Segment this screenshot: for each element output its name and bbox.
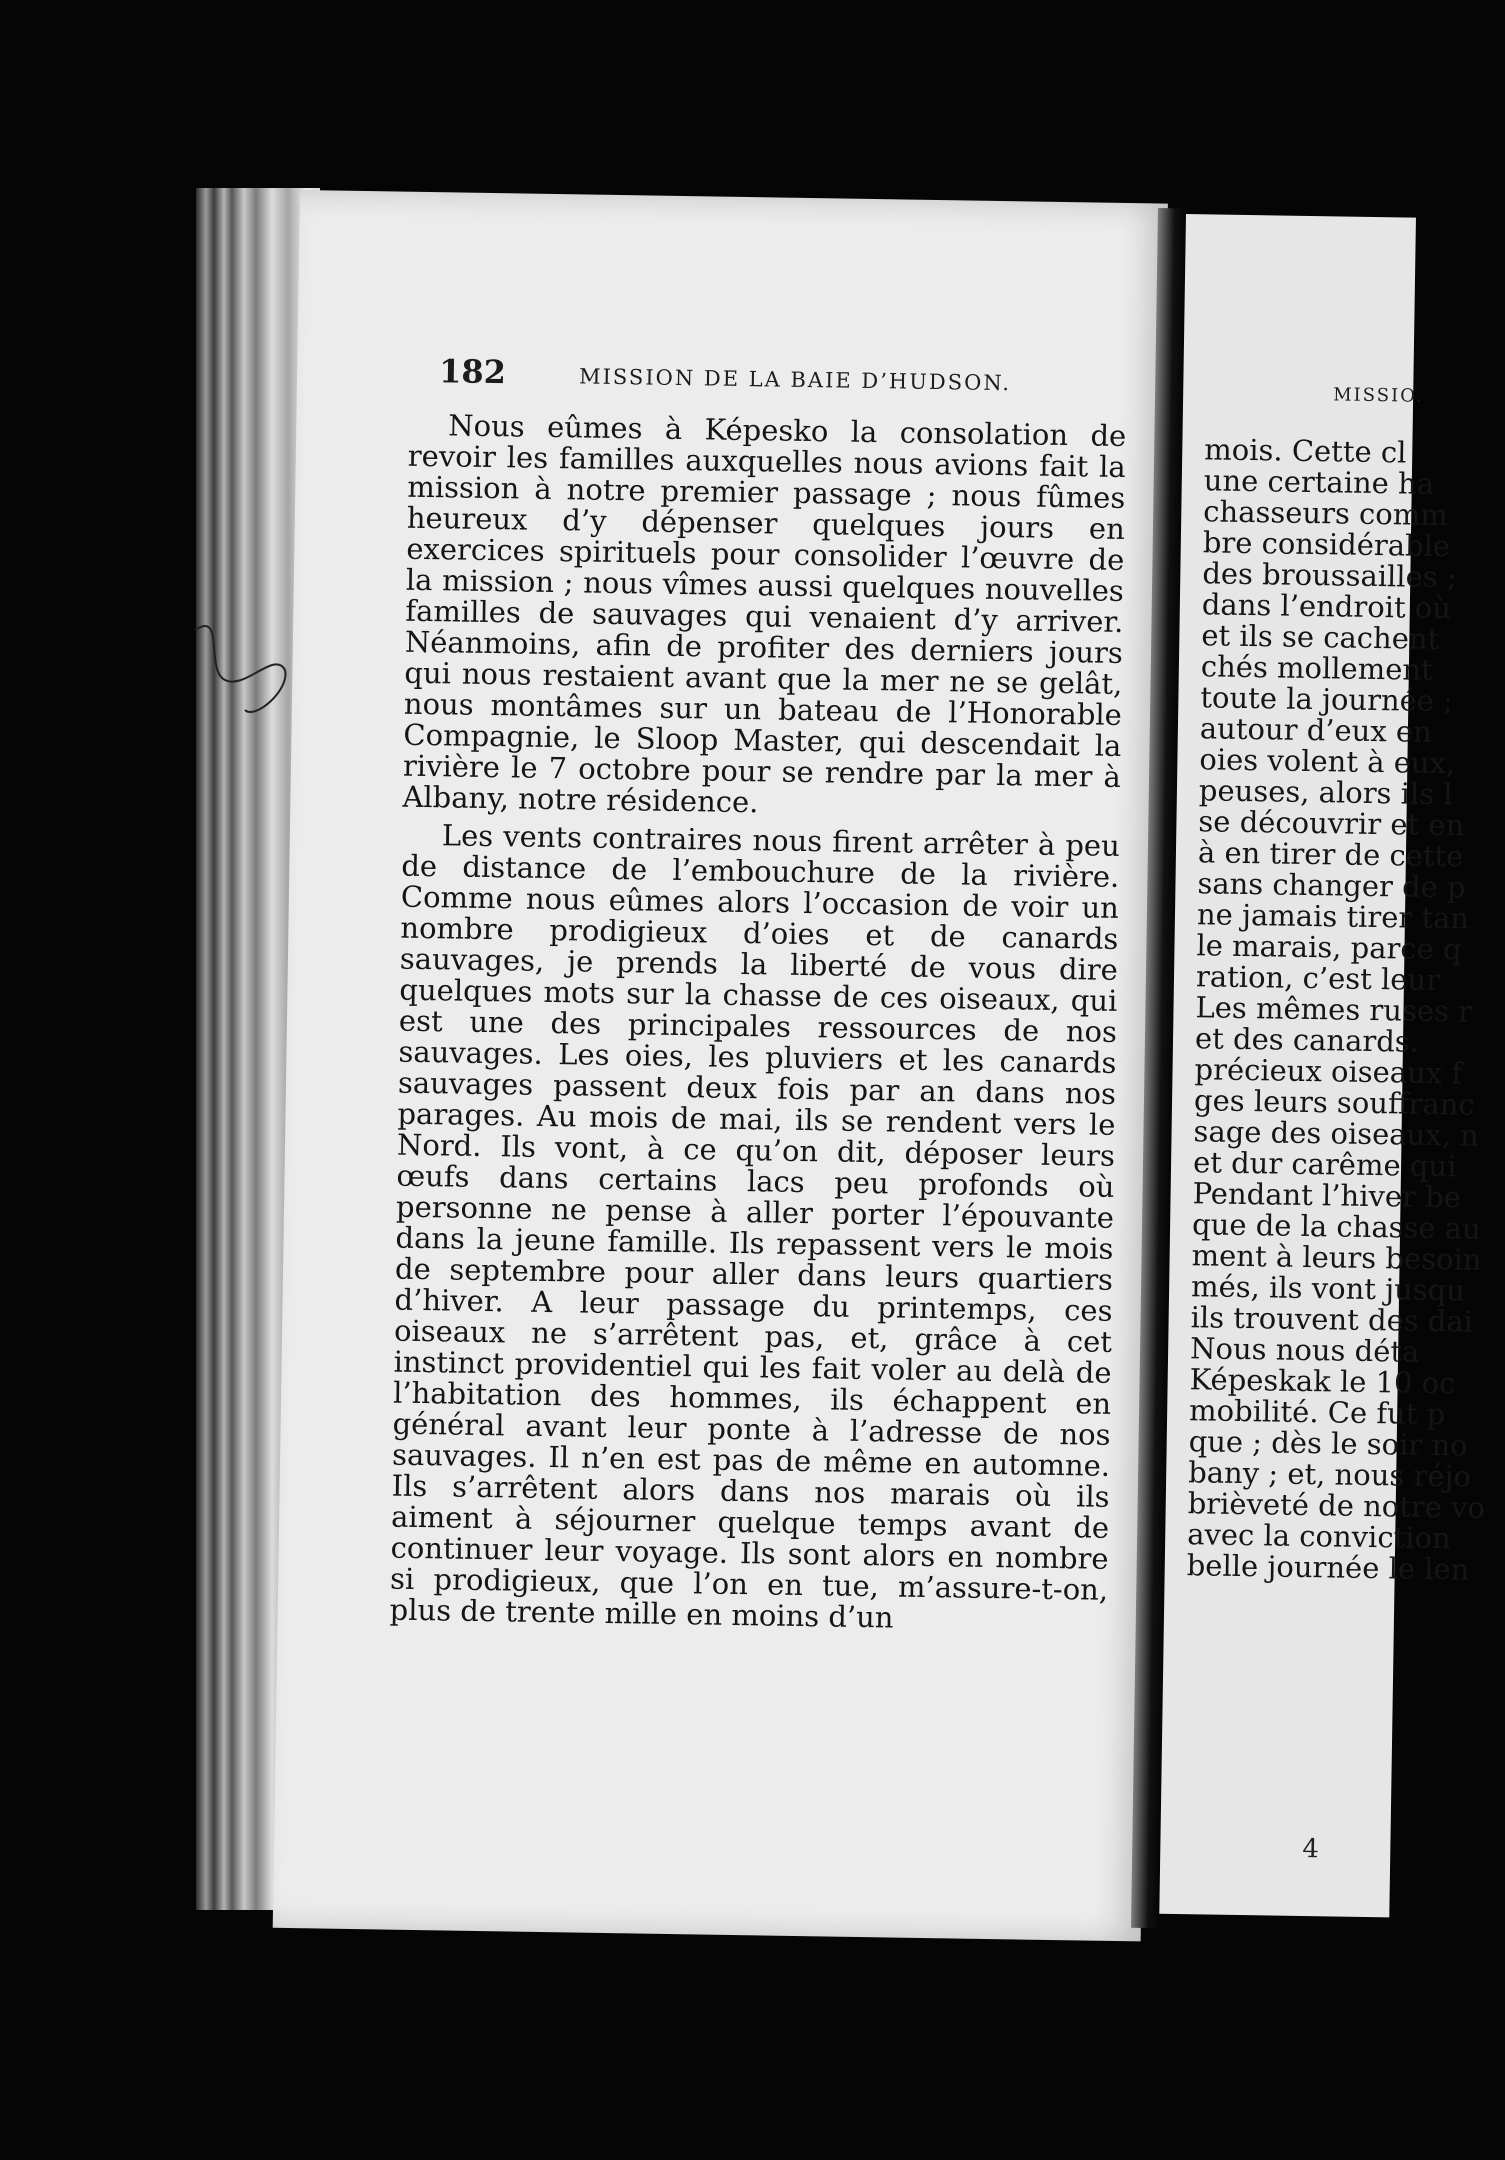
right-page <box>1159 214 1486 1917</box>
signature-mark: 4 <box>1302 1834 1320 1865</box>
page-number: 182 <box>438 352 507 392</box>
text-line: des broussailles ; <box>1202 556 1457 595</box>
text-line: se découvrir et en <box>1198 804 1465 843</box>
text-line: une certaine ha <box>1203 463 1435 501</box>
pencil-scribble-mark <box>185 610 305 770</box>
text-line: ment à leurs besoin <box>1191 1238 1482 1277</box>
text-line: ges leurs souffranc <box>1193 1083 1475 1122</box>
right-page-text <box>1186 432 1486 1587</box>
text-line: Nous nous déta <box>1189 1331 1420 1369</box>
text-line: ration, c’est leur <box>1195 959 1441 998</box>
running-head: MISSION DE LA BAIE D’HUDSON. <box>578 364 1012 396</box>
left-page <box>273 190 1168 1941</box>
text-line: Pendant l’hiver be <box>1192 1176 1462 1215</box>
text-line: dans l’endroit où <box>1201 587 1452 626</box>
page-header <box>439 352 1090 402</box>
text-line: més, ils vont jusqu <box>1190 1269 1466 1308</box>
text-line: précieux oiseaux f <box>1194 1052 1463 1091</box>
text-line: mobilité. Ce fut p <box>1188 1393 1446 1432</box>
text-line: bre considérable <box>1202 525 1451 564</box>
text-line: et ils se cachent <box>1201 618 1440 657</box>
text-line: belle journée le len <box>1186 1548 1470 1587</box>
text-line: et des canards. <box>1194 1021 1420 1059</box>
text-line: brièveté de notre vo <box>1187 1486 1486 1525</box>
text-line: oies volent à eux, <box>1199 742 1456 781</box>
text-line: que de la chasse au <box>1191 1207 1482 1246</box>
text-line: chasseurs comm <box>1203 494 1449 533</box>
text-line: sans changer de p <box>1197 866 1466 905</box>
text-line: et dur carême qui <box>1192 1145 1457 1184</box>
right-running-head: MISSIO. <box>1333 384 1424 407</box>
text-line: ne jamais tirer tan <box>1196 897 1470 936</box>
text-line: peuses, alors ils l <box>1198 773 1453 812</box>
paragraph: Nous eûmes à Képesko la consolation de revoir les familles auxquelles nous avions fait la mission à notre premier passage ; nous fûmes heureux d’y dépenser quelques jours en exercices spirituels pour consolider l’œuvre de la mission ; nous vîmes aussi quelques nouvelles familles de sauvages qui venaient d’y arriver. Néanmoins, afin de profiter des derniers jours qui nous restaient avant que la mer ne se gelât, nous montâmes sur un bateau de l’Honorable Compagnie, le Sloop Master, qui descendait la rivière le 7 octobre pour se rendre par la mer à Albany, notre résidence. <box>402 408 1127 820</box>
text-line: ils trouvent des dai <box>1190 1300 1474 1339</box>
paragraph: Les vents contraires nous firent arrêter à peu de distance de l’embouchure de la rivière. Comme nous eûmes alors l’occasion de voir un nombre prodigieux d’oies et de canards sauvages, je prends la liberté de vous dire quelques mots sur la chasse de ces oiseaux, qui est une des principales ressources de nos sauvages. Les oies, les pluviers et les canards sauvages passent deux fois par an dans nos parages. Au mois de mai, ils se rendent vers le Nord. Ils vont, à ce qu’on dit, déposer leurs œufs dans certains lacs peu profonds où personne ne pense à aller porter l’épouvante dans la jeune famille. Ils repassent vers le mois de septembre pour aller dans leurs quartiers d’hiver. A leur passage du printemps, ces oiseaux ne s’arrêtent pas, et, grâce à cet instinct providentiel qui les fait voler au delà de l’habitation des hommes, ils échappent en général avant leur ponte à l’adresse de nos sauvages. Il n’en est pas de même en automne. Ils s’arrêtent alors dans nos marais où ils aiment à séjourner quelque temps avant de continuer leur voyage. Ils sont alors en nombre si prodigieux, que l’on en tue, m’assure-t-on, plus de trente mille en moins d’un <box>389 818 1121 1635</box>
text-line: avec la conviction <box>1186 1517 1451 1556</box>
text-line: bany ; et, nous réjo <box>1187 1455 1472 1494</box>
text-line: sage des oiseaux, n <box>1193 1114 1479 1153</box>
body-text <box>389 410 1126 1644</box>
text-line: toute la journée ; <box>1200 680 1454 719</box>
text-line: mois. Cette cl <box>1204 432 1407 470</box>
text-line: autour d’eux en <box>1199 711 1433 749</box>
text-line: le marais, parce q <box>1196 928 1462 967</box>
text-line: Les mêmes ruses r <box>1195 990 1473 1029</box>
text-line: à en tirer de cette <box>1197 835 1464 874</box>
text-line: Képeskak le 10 oc <box>1189 1362 1456 1401</box>
text-line: chés mollement <box>1200 649 1433 687</box>
text-line: que ; dès le soir no <box>1188 1424 1468 1463</box>
